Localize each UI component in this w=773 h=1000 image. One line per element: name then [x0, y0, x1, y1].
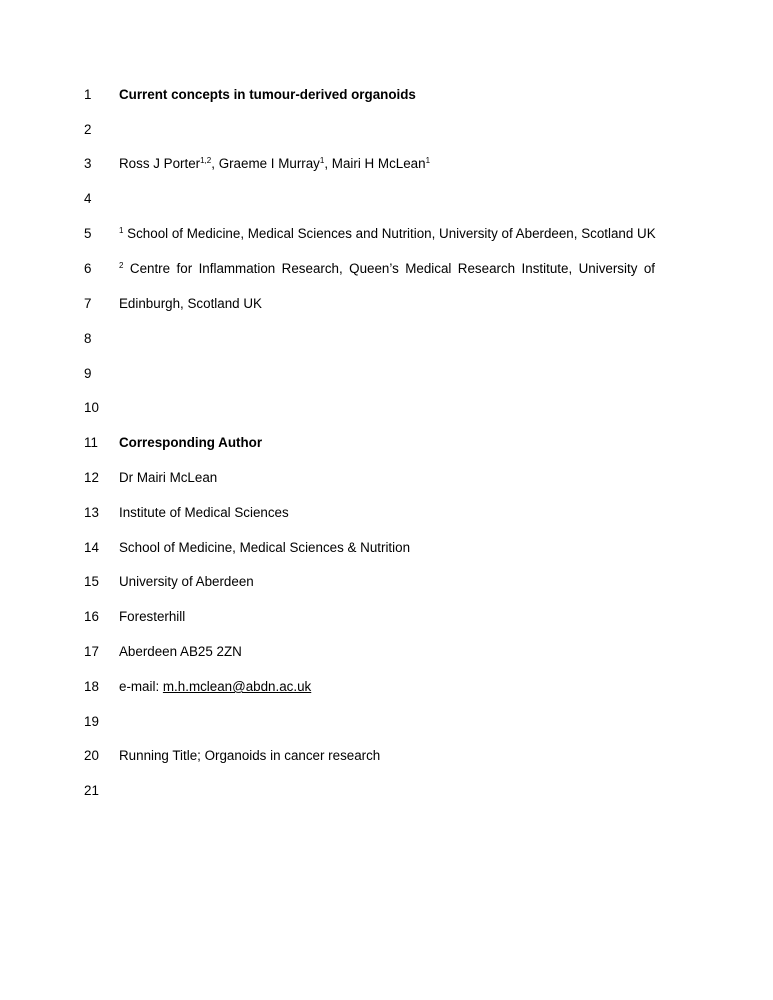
author-affiliation-mark: 1,2 — [200, 156, 212, 165]
author-separator: , — [211, 156, 219, 171]
author-name: Graeme I Murray — [218, 156, 320, 171]
manuscript-line-7 — [0, 294, 773, 314]
line-number: 12 — [84, 470, 99, 485]
author-name: Mairi H McLean — [331, 156, 426, 171]
manuscript-line-6 — [0, 259, 773, 279]
running-title: Running Title; Organoids in cancer research — [119, 748, 381, 763]
manuscript-line-10 — [0, 398, 773, 418]
line-number: 4 — [84, 191, 92, 206]
manuscript-line-14 — [0, 538, 773, 558]
address-university: University of Aberdeen — [119, 574, 254, 589]
affiliation-text: School of Medicine, Medical Sciences and Nutrition, University of Aberdeen, Scotland UK — [123, 226, 656, 241]
manuscript-line-8 — [0, 329, 773, 349]
line-number: 17 — [84, 644, 99, 659]
line-number: 18 — [84, 679, 99, 694]
manuscript-line-15 — [0, 572, 773, 592]
author-name: Ross J Porter — [119, 156, 201, 171]
address-institute: Institute of Medical Sciences — [119, 505, 289, 520]
corresponding-author-name: Dr Mairi McLean — [119, 470, 218, 485]
line-number: 16 — [84, 609, 99, 624]
manuscript-line-16 — [0, 607, 773, 627]
paper-title: Current concepts in tumour-derived organoids — [119, 87, 416, 102]
manuscript-line-1 — [0, 85, 773, 105]
address-postcode: Aberdeen AB25 2ZN — [119, 644, 242, 659]
line-number: 11 — [84, 435, 98, 450]
address-school: School of Medicine, Medical Sciences & Nutrition — [119, 540, 411, 555]
manuscript-line-3 — [0, 154, 773, 174]
manuscript-line-9 — [0, 364, 773, 384]
manuscript-line-21 — [0, 781, 773, 801]
line-number: 9 — [84, 366, 92, 381]
manuscript-line-5 — [0, 224, 773, 244]
affiliation-1 — [119, 224, 655, 244]
line-number: 6 — [84, 261, 92, 276]
author-affiliation-mark: 1 — [425, 156, 431, 165]
line-number: 21 — [84, 783, 99, 798]
manuscript-line-17 — [0, 642, 773, 662]
line-number: 1 — [84, 87, 92, 102]
manuscript-line-20 — [0, 746, 773, 766]
line-number: 19 — [84, 714, 99, 729]
affiliation-2-continuation: Edinburgh, Scotland UK — [119, 296, 262, 311]
line-number: 20 — [84, 748, 99, 763]
manuscript-line-11 — [0, 433, 773, 453]
affiliation-text: Centre for Inflammation Research, Queen’s Medical Research Institute, University of — [123, 261, 655, 276]
email-label: e-mail: — [119, 679, 163, 694]
line-number: 10 — [84, 400, 99, 415]
manuscript-line-18 — [0, 677, 773, 697]
line-number: 5 — [84, 226, 92, 241]
corresponding-author-heading: Corresponding Author — [119, 435, 263, 450]
affiliation-2 — [119, 259, 655, 279]
author-affiliation-mark: 1 — [319, 156, 325, 165]
line-number: 7 — [84, 296, 92, 311]
manuscript-line-12 — [0, 468, 773, 488]
email-link[interactable]: m.h.mclean@abdn.ac.uk — [162, 679, 312, 694]
manuscript-line-13 — [0, 503, 773, 523]
email-line — [119, 677, 655, 697]
manuscript-line-2 — [0, 120, 773, 140]
line-number: 14 — [84, 540, 99, 555]
line-number: 2 — [84, 122, 92, 137]
address-site: Foresterhill — [119, 609, 186, 624]
author-list — [119, 154, 655, 174]
line-number: 3 — [84, 156, 92, 171]
manuscript-line-4 — [0, 189, 773, 209]
line-number: 15 — [84, 574, 99, 589]
affiliation-mark: 2 — [119, 261, 124, 270]
affiliation-mark: 1 — [119, 226, 124, 235]
author-separator: , — [324, 156, 332, 171]
line-number: 8 — [84, 331, 92, 346]
line-number: 13 — [84, 505, 99, 520]
manuscript-line-19 — [0, 712, 773, 732]
